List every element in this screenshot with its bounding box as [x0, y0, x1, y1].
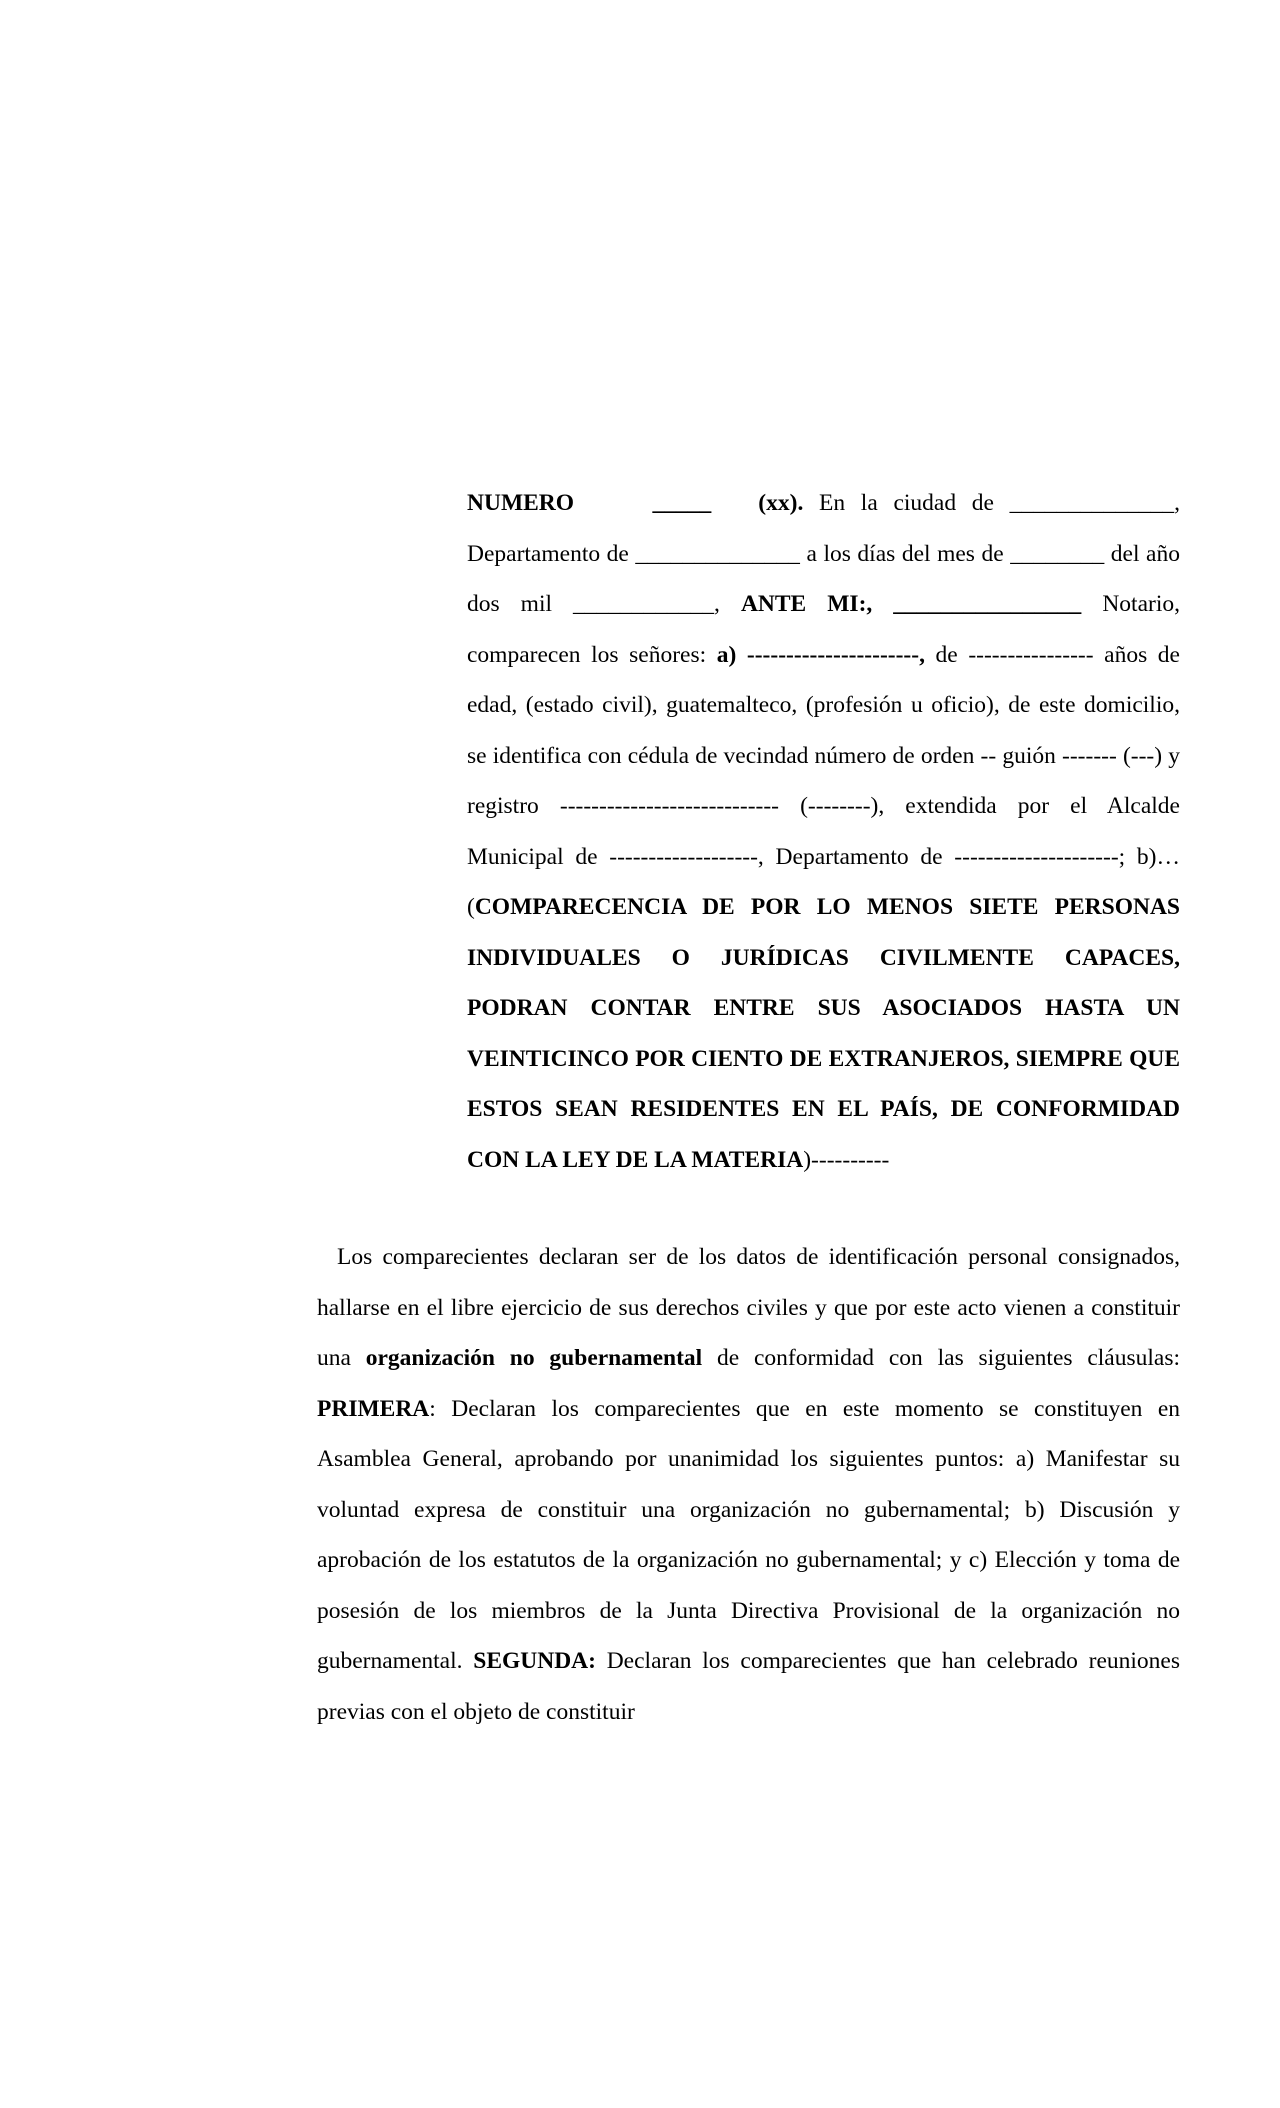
body-paragraph [317, 1232, 1180, 1737]
ong-term: organización no gubernamental [365, 1345, 703, 1371]
body-text [317, 1232, 1180, 1737]
body-text-3: : Declaran los comparecientes que en este momento se constituyen en Asamblea General, aprobando por unanimidad los siguientes puntos: a) Manifestar su voluntad expresa de constituir una organización no gubernamental; b) Discusión y aprobación de los estatutos de la organización no gubernamental; y c) Elección y toma de posesión de los miembros de la Junta Directiva Provisional de la organización no gubernamental. [317, 1395, 1180, 1674]
intro-paragraph [467, 478, 1180, 1185]
compareciente-a: a) ----------------------, [716, 641, 925, 668]
ante-mi: ANTE MI:, ________________ [740, 591, 1082, 617]
clause-primera: PRIMERA [317, 1395, 430, 1422]
intro-text-3: de ---------------- años de edad, (estado civil), guatemalteco, (profesión u oficio), de este domicilio, se identifica con cédula de vecindad número de orden -- guión ------- (---) y registro ---------------------------- (--------), extendida por el Alcalde Municipal de -------------------, Departamento de ---------------------; b)… ( [467, 641, 1180, 920]
body-text-1: Los comparecientes declaran ser de los datos de identificación personal consignados, hallarse en el libre ejercicio de sus derechos civiles y que por este acto vienen a constituir una [317, 1244, 1180, 1371]
intro-text [467, 478, 1180, 1185]
numero-xx: (xx). [758, 490, 804, 516]
intro-text-1: En la ciudad de ______________, Departamento de ______________ a los días del mes de ________ del año dos mil ____________, [467, 490, 1181, 617]
numero-label: NUMERO [467, 490, 575, 516]
numero-blank: _____ [652, 490, 712, 516]
clause-segunda: SEGUNDA: [473, 1648, 596, 1674]
body-text-4: Declaran los comparecientes que han celebrado reuniones previas con el objeto de constituir [317, 1648, 1180, 1725]
comparecencia-note: COMPARECENCIA DE POR LO MENOS SIETE PERSONAS INDIVIDUALES O JURÍDICAS CIVILMENTE CAPACES, PODRAN CONTAR ENTRE SUS ASOCIADOS HASTA UN VEINTICINCO POR CIENTO DE EXTRANJEROS, SIEMPRE QUE ESTOS SEAN RESIDENTES EN EL PAÍS, DE CONFORMIDAD CON LA LEY DE LA MATERIA [467, 894, 1180, 1173]
intro-text-4: )---------- [803, 1146, 890, 1173]
body-text-2: de conformidad con las siguientes cláusulas: [702, 1345, 1180, 1371]
intro-text-2: Notario, comparecen los señores: [467, 591, 1180, 668]
